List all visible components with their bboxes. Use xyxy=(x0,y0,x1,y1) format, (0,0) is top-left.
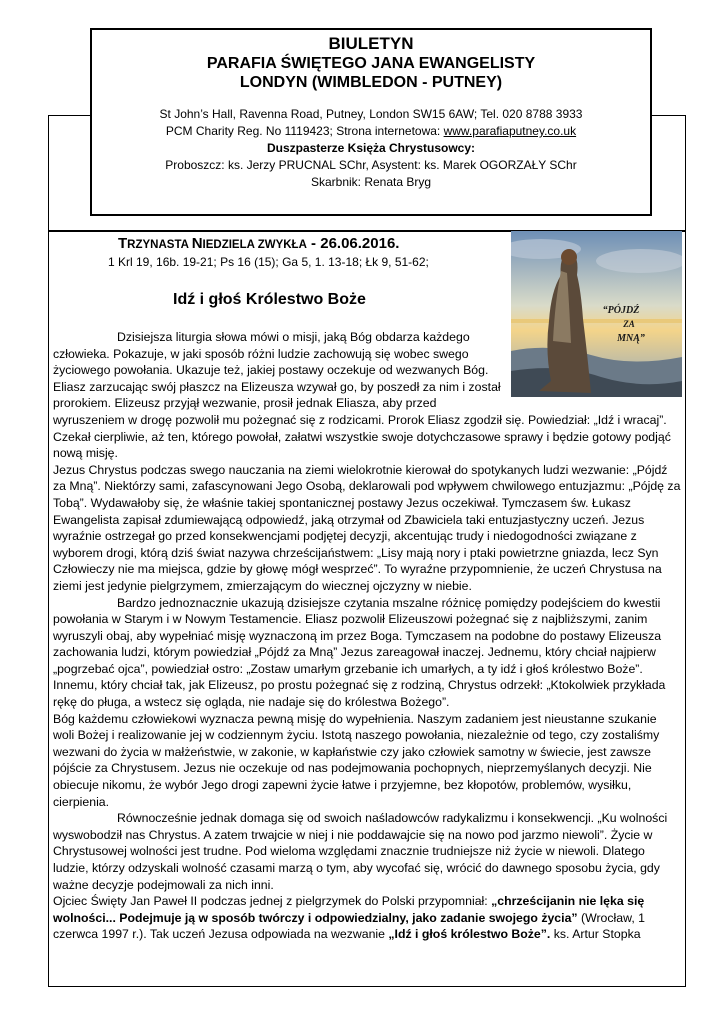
pastors-line: Proboszcz: ks. Jerzy PRUCNAL SChr, Asystent: ks. Marek OGORZAŁY SChr xyxy=(165,158,577,172)
charity-line: PCM Charity Reg. No 1119423; Strona internetowa: www.parafiaputney.co.uk xyxy=(165,124,577,138)
parish-location: LONDYN (WIMBLEDON - PUTNEY) xyxy=(239,74,503,91)
svg-text:ZA: ZA xyxy=(623,319,635,329)
image-caption: “PÓJDŹ xyxy=(602,305,640,316)
paragraph-6: Ojciec Święty Jan Paweł II podczas jednej z pielgrzymek do Polski przypomniał: „chrześcijanin nie lęka się wolności... Podejmuje ją w sposób twórczy i odpowiedzialny, jako zadanie swojego życia” (Wrocław, 1 czerwca 1997 r.). Tak uczeń Jezusa odpowiada na wezwanie „Idź i głoś królestwo Boże”. ks. Artur Stopka xyxy=(53,894,645,942)
readings-line: 1 Krl 19, 16b. 19-21; Ps 16 (15); Ga 5, 1. 13-18; Łk 9, 51-62; xyxy=(108,255,429,269)
paragraph-5: Równocześnie jednak domaga się od swoich naśladowców radykalizmu i konsekwencji. „Ku wolności wyswobodził nas Chrystus. A zatem trwajcie w niej i nie poddawajcie się na nowo pod jarzmo niewoli”. Życie w Chrystusowej wolności jest trudne. Pod wieloma względami znacznie trudniejsze niż życie w niewoli. Dlatego ludzie, którzy odzyskali wolność czasami marzą o tym, aby wycofać się, wrócić do dawnego sposobu życia, gdy ważne decyzje podejmowali za nich inni. xyxy=(53,811,668,892)
paragraph-3: Bardzo jednoznacznie ukazują dzisiejsze czytania mszalne różnicę pomiędzy podejściem do kwestii powołania w Starym i w Nowym Testamencie. Eliasz pozwolił Elizeuszowi pożegnać się z najbliższymi, zanim wyruszyli obaj, aby wypełniać misję wyznaczoną im przez Boga. Tymczasem na podobne do postawy Elizeusza zachowania ludzi, którym powiedział „Pójdź za Mną” Jezus zareagował inaczej. Jednemu, który chciał najpierw „pogrzebać ojca”, powiedział ostro: „Zostaw umarłym grzebanie ich umarłych, a ty idź i głoś królestwo Boże”. Innemu, który chciał tak, jak Elizeusz, po prostu pożegnać się z rodziną, Chrystus odrzekł: „Ktokolwiek przykłada rękę do pługa, a wstecz się ogląda, nie nadaje się do królestwa Bożego”. xyxy=(53,595,666,710)
paragraph-2: Jezus Chrystus podczas swego nauczania na ziemi wielokrotnie kierował do spotykanych ludzi wezwanie: „Pójdź za Mną”. Niektórzy sami, zafascynowani Jego Osobą, deklarowali pod wpływem chwilowego entuzjazmu: „Pójdę za Tobą”. Wydawałoby się, że właśnie takiej spontanicznej postawy Jezus oczekiwał. Tymczasem św. Łukasz Ewangelista zapisał zdumiewającą odpowiedź, jaką otrzymał od Zbawiciela taki entuzjastyczny uczeń. Jezus wyraźnie ostrzegał go przed konsekwencjami podjętej decyzji, akcentując trudy i niedogodności związane z wyborem drogi, którą dziś świat nazywa chrześcijaństwem: „Lisy mają nory i ptaki powietrzne gniazda, lecz Syn Człowieczy nie ma miejsca, gdzie by głowę mógł wesprzeć”. To wyraźne przypomnienie, że uczeń Chrystusa na ziemi jest jedynie pielgrzymem, zmierzającym do wiecznej ojczyzny w niebie. xyxy=(53,462,681,593)
article-subtitle: Idź i głoś Królestwo Boże xyxy=(173,291,366,308)
svg-text:MNĄ”: MNĄ” xyxy=(617,333,645,344)
treasurer-line: Skarbnik: Renata Bryg xyxy=(310,175,432,189)
parish-name: PARAFIA ŚWIĘTEGO JANA EWANGELISTY xyxy=(206,55,536,72)
pastors-heading: Duszpasterze Księża Chrystusowcy: xyxy=(266,141,476,155)
bulletin-title: BIULETYN xyxy=(328,34,414,53)
article-title: TRZYNASTA NIEDZIELA ZWYKŁA - 26.06.2016. xyxy=(118,235,400,252)
article-body xyxy=(53,329,681,943)
paragraph-4: Bóg każdemu człowiekowi wyznacza pewną misję do wypełnienia. Naszym zadaniem jest nieustanne szukanie woli Bożej i realizowanie jej w codziennym życiu. Istotą naszego powołania, niezależnie od tego, czy zostaliśmy wezwani do życia w małżeństwie, w zakonie, w kapłaństwie czy jako człowiek samotny w świecie, jest zawsze pójście za Chrystusem. Jezus nie oczekuje od nas podejmowania pochopnych, nieprzemyślanych decyzji. Nie obiecuje nikomu, że wybór Jego drogi zapewni życie łatwe i przyjemne, bez kłopotów, problemów, wysiłku, cierpienia. xyxy=(53,711,660,809)
bulletin-header xyxy=(90,28,652,216)
paragraph-1: Dzisiejsza liturgia słowa mówi o misji, jaką Bóg obdarza każdego człowieka. Pokazuje, w jaki sposób różni ludzie zachowują się wobec swego życiowego powołania. Ukazuje też, jakiej postawy oczekuje od wezwanych Bóg. Eliasz zarzucając swój płaszcz na Elizeusza wzywał go, by poszedł za nim i został prorokiem. Elizeusz przyjął wezwanie, prosił jednak Eliasza, aby przed wyruszeniem w drogę pozwolił mu pożegnać się z rodzicami. Prorok Eliasz zgodził się. Powiedział: „Idź i wracaj”. Czekał cierpliwie, aż ten, którego powołał, załatwi wszystkie swoje dotychczasowe sprawy i będzie gotowy podjąć nową misję. xyxy=(53,330,671,461)
website-link[interactable]: www.parafiaputney.co.uk xyxy=(443,124,577,138)
parish-address: St John’s Hall, Ravenna Road, Putney, London SW15 6AW; Tel. 020 8788 3933 xyxy=(159,107,583,121)
